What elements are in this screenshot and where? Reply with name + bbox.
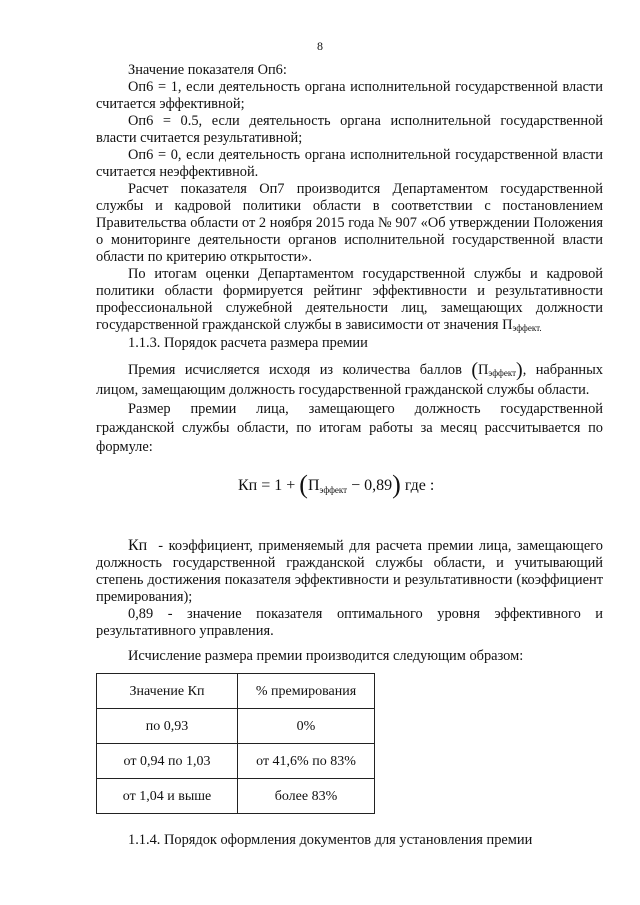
table-cell: по 0,93 <box>97 709 238 744</box>
premium-formula: Кп = 1 + (Пэффект − 0,89) где : <box>238 470 435 499</box>
text-block-top <box>96 62 603 352</box>
premium-table <box>96 673 375 814</box>
table-cell: более 83% <box>238 779 375 814</box>
paragraph-premium-basis: Премия исчисляется исходя из количества баллов (Пэффект), набранных лицом, замещающим должность государственной гражданской службы области. <box>96 359 603 398</box>
paragraph-op6-05: Оп6 = 0.5, если деятельность органа исполнительной государственной власти считается результативной; <box>96 113 603 146</box>
table-cell: от 1,04 и выше <box>97 779 238 814</box>
paragraph-rating: По итогам оценки Департаментом государственной службы и кадровой политики области формируется рейтинг эффективности и результативности профессиональной служебной деятельности лиц, замещающих должности государственной гражданской службы в зависимости от значения Пэффект. <box>96 266 603 333</box>
paragraph-op6-title: Значение показателя Оп6: <box>128 62 287 78</box>
table-header-kp: Значение Кп <box>97 674 238 709</box>
table-header-percent: % премирования <box>238 674 375 709</box>
heading-1-1-3: 1.1.3. Порядок расчета размера премии <box>128 335 368 351</box>
text-block-bottom <box>96 832 603 849</box>
paragraph-calc: Исчисление размера премии производится следующим образом: <box>128 648 524 664</box>
definition-kp: Кп - коэффициент, применяемый для расчета премии лица, замещающего должность государственной гражданской службы области, и учитывающий степень достижения показателя эффективности и результативности (коэффициент премирования); <box>96 537 603 605</box>
table-row <box>97 744 375 779</box>
table-row <box>97 709 375 744</box>
paragraph-premium-size: Размер премии лица, замещающего должность государственной гражданской службы области, по итогам работы за месяц рассчитывается по формуле: <box>96 401 603 455</box>
table-cell: 0% <box>238 709 375 744</box>
text-block-definitions <box>96 537 603 665</box>
paragraph-op6-0: Оп6 = 0, если деятельность органа исполнительной государственной власти считается неэффективной. <box>96 147 603 180</box>
table-cell: от 0,94 по 1,03 <box>97 744 238 779</box>
table-header-row <box>97 674 375 709</box>
definition-089: 0,89 - значение показателя оптимального уровня эффективного и результативного управления. <box>96 606 603 639</box>
table-row <box>97 779 375 814</box>
page-number: 8 <box>317 39 323 53</box>
paragraph-op7: Расчет показателя Оп7 производится Департаментом государственной службы и кадровой политики области в соответствии с постановлением Правительства области от 2 ноября 2015 года № 907 «Об утверждении Положения о мониторинге деятельности органов исполнительной государственной власти области по критерию открытости». <box>96 181 603 265</box>
table-cell: от 41,6% по 83% <box>238 744 375 779</box>
subscript-effect: эффект. <box>512 323 542 333</box>
paragraph-op6-1: Оп6 = 1, если деятельность органа исполнительной государственной власти считается эффективной; <box>96 79 603 112</box>
text-block-middle <box>96 361 603 457</box>
heading-1-1-4: 1.1.4. Порядок оформления документов для установления премии <box>128 832 533 848</box>
